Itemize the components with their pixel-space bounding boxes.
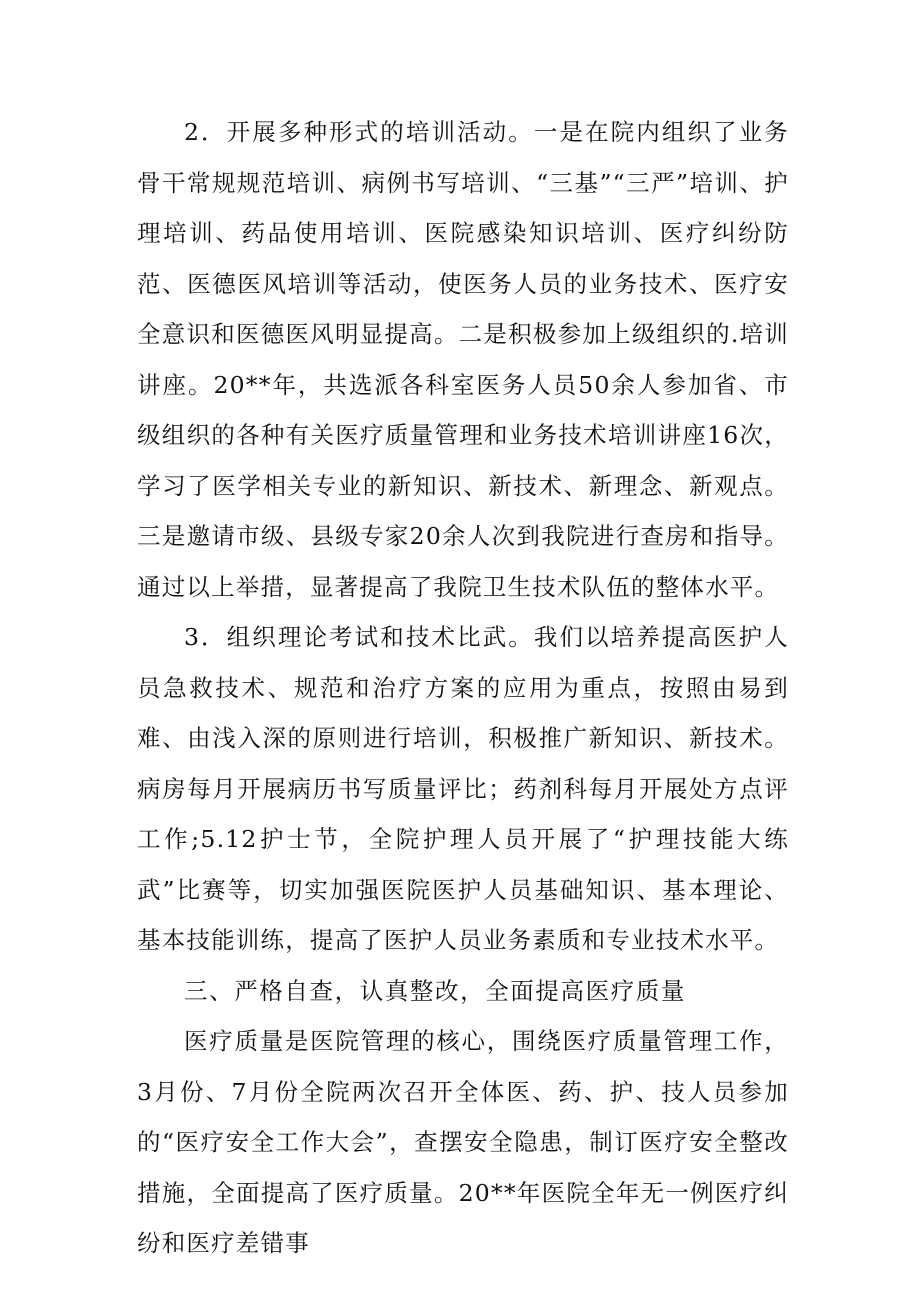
paragraph-medical-quality: 医疗质量是医院管理的核心，围绕医疗质量管理工作，3月份、7月份全院两次召开全体医、药、护、技人员参加的“医疗安全工作大会”，查摆安全隐患，制订医疗安全整改措施，全面提高了医疗质量。20**年医院全年无一例医疗纠纷和医疗差错事 <box>137 1027 789 1257</box>
paragraph-exams-competition: 3．组织理论考试和技术比武。我们以培养提高医护人员急救技术、规范和治疗方案的应用为重点，按照由易到难、由浅入深的原则进行培训，积极推广新知识、新技术。病房每月开展病历书写质量评比；药剂科每月开展处方点评工作;5.12护士节，全院护理人员开展了“护理技能大练武”比赛等，切实加强医院医护人员基础知识、基本理论、基本技能训练，提高了医护人员业务素质和专业技术水平。 <box>137 623 789 954</box>
section-heading-self-inspection: 三、严格自查，认真整改，全面提高医疗质量 <box>184 976 686 1005</box>
document-body <box>137 107 789 1269</box>
paragraph-training-activities: 2．开展多种形式的培训活动。一是在院内组织了业务骨干常规规范培训、病例书写培训、“三基”“三严”培训、护理培训、药品使用培训、医院感染知识培训、医疗纠纷防范、医德医风培训等活动，使医务人员的业务技术、医疗安全意识和医德医风明显提高。二是积极参加上级组织的.培训讲座。20**年，共选派各科室医务人员50余人参加省、市级组织的各种有关医疗质量管理和业务技术培训讲座16次，学习了医学相关专业的新知识、新技术、新理念、新观点。三是邀请市级、县级专家20余人次到我院进行查房和指导。通过以上举措，显著提高了我院卫生技术队伍的整体水平。 <box>137 118 789 601</box>
